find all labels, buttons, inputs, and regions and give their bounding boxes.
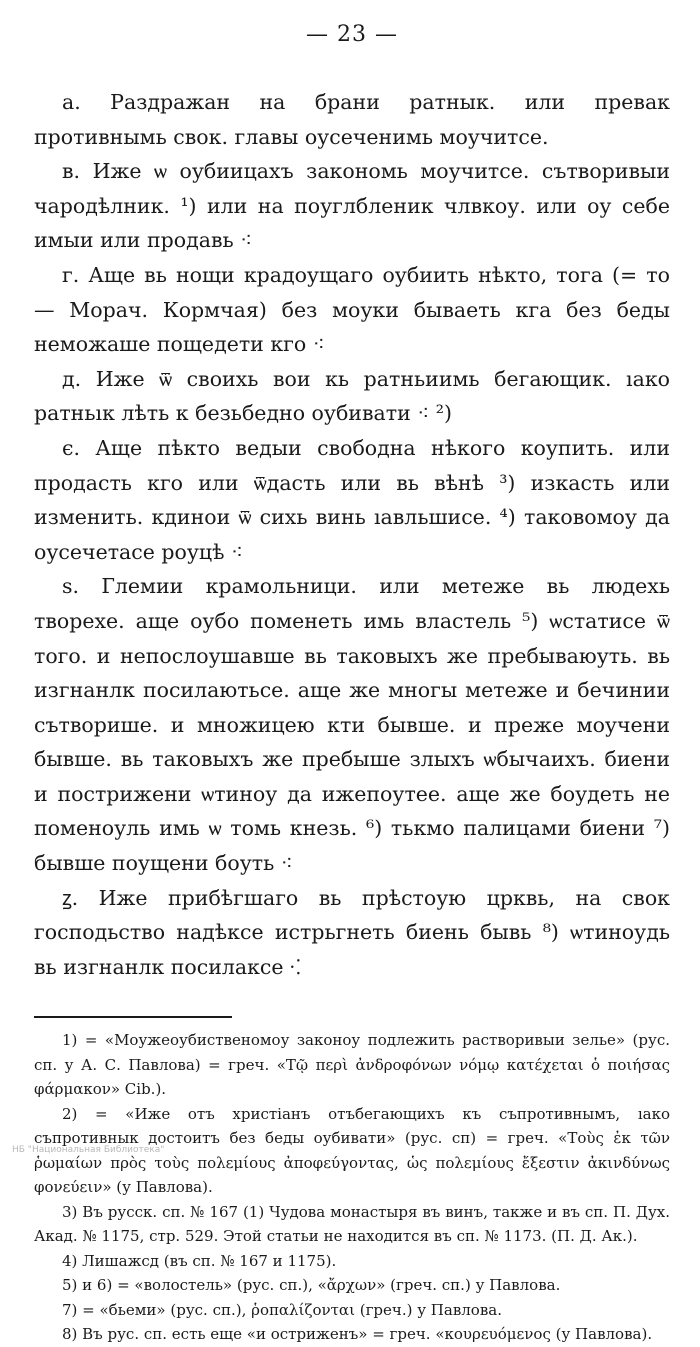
library-watermark: НБ "Национальная Библиотека" — [12, 1145, 165, 1155]
paragraph-d: д. Иже ѿ своихь вои кь ратньиимь бегающик. ıако ратньıк лѣть к безьбедно оубивати ⁖ ²) — [34, 366, 670, 426]
footnote-divider — [34, 1016, 232, 1018]
footnote-7: 7) = «бьеми» (рус. сп.), ῥοπαλίζονται (греч.) у Павлова. — [62, 1300, 502, 1319]
paragraph-s: ѕ. Глемии крамольници. или метеже вь людехь творехе. аще оубо поменеть имь властель ⁵) ѡстатисе ѿ того. и непослоушавше вь таковыхъ же пребываюуть. вь изгнанлк посилаютьсе. аще же многы метеже и бечинии сътворише. и множицею кти бывше. и преже моучени бывше. вь таковыхъ же пребыше злыхъ ѡбычаихъ. биени и пострижени ѡтиноу да ижепоутее. аще же боудеть не поменоуль имь ѡ томь кнезь. ⁶) тькмо палицами биени ⁷) бывше поущени боуть ⁖ — [34, 574, 670, 876]
footnote-1: 1) = «Моужеоубиственомоу законоу подлежить растворивыи зелье» (рус. сп. у А. С. Павлова) = греч. «Τῷ περὶ ἀνδροφόνων νόμῳ κατέχεται ὁ ποιήσας φάρμακον» Cib.). — [34, 1031, 670, 1099]
paragraph-v: в. Иже ѡ оубиицахъ закономь моучитсе. сътворивыи чародѣлник. ¹) или на поуглбленик члвкоу. или оу себе имыи или продавь ⁖ — [34, 159, 670, 253]
page-number: — 23 — — [306, 22, 398, 47]
footnote-8: 8) Въ рус. сп. есть еще «и остриженъ» = греч. «κουρευόμενος (у Павлова). — [62, 1325, 653, 1344]
footnotes — [34, 1028, 670, 1347]
paragraph-z: ꙁ. Иже прибѣгшаго вь прѣстоую црквь, на свок господьство надѣксе истрьгнеть биень бывь ⁸) ѡтиноудь вь изгнанлк посилаксе ⁖ — [34, 885, 670, 979]
main-text — [34, 85, 670, 984]
footnote-5-6: 5) и 6) = «волостель» (рус. сп.), «ἄρχων» (греч. сп.) у Павлова. — [62, 1276, 561, 1295]
footnote-4: 4) Лишажсд (въ сп. № 167 и 1175). — [62, 1251, 337, 1270]
paragraph-a: а. Раздражан на брани ратнык. или превак противнымь свок. главы оусеченимь моучитсе. — [34, 90, 670, 149]
footnote-2: 2) = «Иже отъ христiанъ отъбегающихъ къ съпротивнымъ, ıако съпротивнык достоитъ без беды оубивати» (рус. сп) = греч. «Τοὺς ἐκ τῶν ῥωμαίων πρὸς τοὺς πολεμίους ἀποφεύγοντας, ὡς πολεμίους ἔξεστιν ἀκινδύνως φονεύειν» (у Павлова). — [34, 1104, 670, 1197]
paragraph-e: є. Аще пѣкто ведыи свободна нѣкого коупить. или продасть кго или ѿдасть или вь вѣнѣ ³) изкасть или изменить. кдинои ѿ сихь винь ıавльшисе. ⁴) таковомоу да оусечетасе роуцѣ ⁖ — [34, 435, 670, 564]
paragraph-g: г. Аще вь нощи крадоущаго оубиить нѣкто, тога (= то — Морач. Кормчая) без моуки бываеть кга без беды неможаше пощедети кго ⁖ — [34, 262, 670, 357]
footnote-3: 3) Въ русск. сп. № 167 (1) Чудова монастыря въ винъ, также и въ сп. П. Дух. Акад. № 1175, стр. 529. Этой статьи не находится въ сп. № 1173. (П. Д. Ак.). — [34, 1202, 670, 1246]
